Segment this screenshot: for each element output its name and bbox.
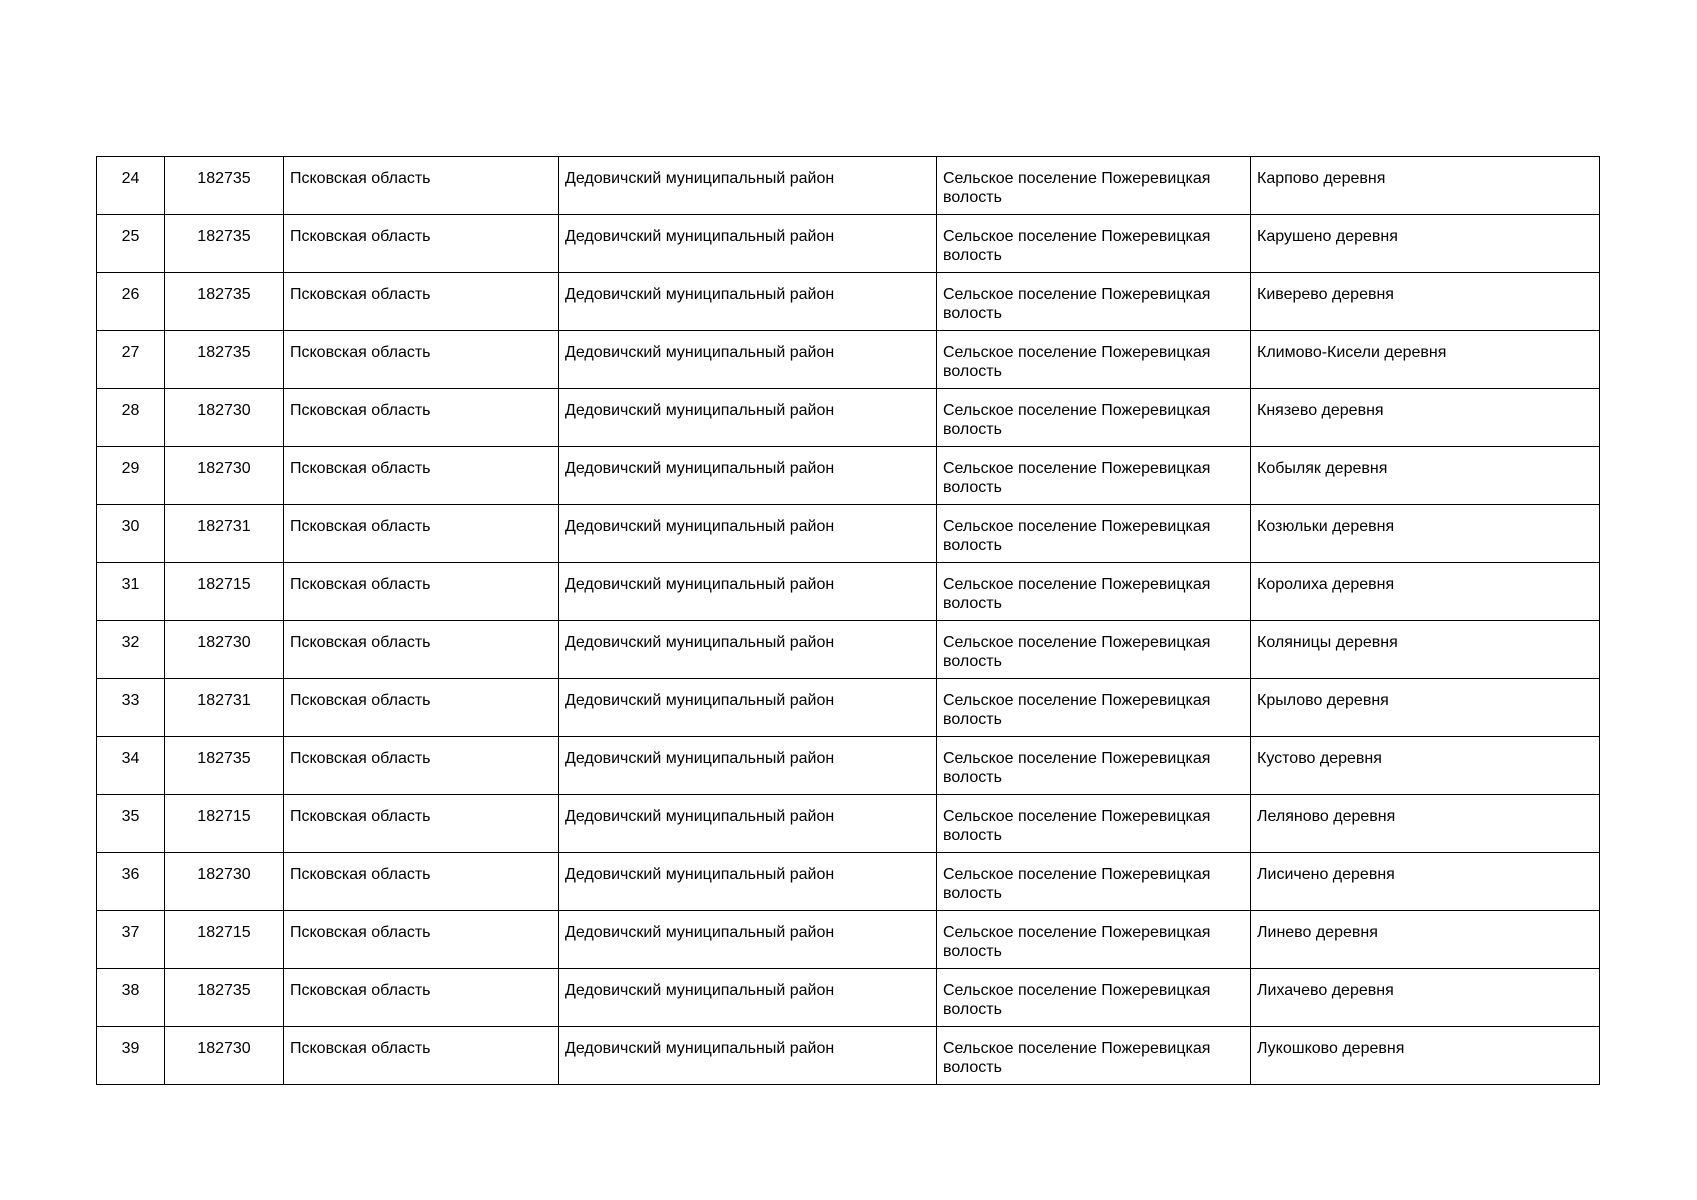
locality: Кобыляк деревня [1251, 447, 1600, 505]
region: Псковская область [284, 679, 559, 737]
region: Псковская область [284, 737, 559, 795]
settlement: Сельское поселение Пожеревицкая волость [937, 331, 1251, 389]
region: Псковская область [284, 447, 559, 505]
region: Псковская область [284, 853, 559, 911]
row-number: 35 [97, 795, 165, 853]
postal-index: 182730 [165, 621, 284, 679]
row-number: 38 [97, 969, 165, 1027]
district: Дедовичский муниципальный район [559, 273, 937, 331]
locality: Лукошково деревня [1251, 1027, 1600, 1085]
postal-index: 182735 [165, 969, 284, 1027]
settlement: Сельское поселение Пожеревицкая волость [937, 795, 1251, 853]
locality: Коляницы деревня [1251, 621, 1600, 679]
region: Псковская область [284, 621, 559, 679]
postal-index: 182731 [165, 505, 284, 563]
settlement: Сельское поселение Пожеревицкая волость [937, 853, 1251, 911]
settlement: Сельское поселение Пожеревицкая волость [937, 621, 1251, 679]
table-row [97, 389, 1600, 447]
settlement: Сельское поселение Пожеревицкая волость [937, 447, 1251, 505]
locality: Карушено деревня [1251, 215, 1600, 273]
district: Дедовичский муниципальный район [559, 215, 937, 273]
district: Дедовичский муниципальный район [559, 679, 937, 737]
locality: Королиха деревня [1251, 563, 1600, 621]
row-number: 39 [97, 1027, 165, 1085]
table-row [97, 273, 1600, 331]
row-number: 37 [97, 911, 165, 969]
postal-index: 182731 [165, 679, 284, 737]
row-number: 32 [97, 621, 165, 679]
postal-index: 182730 [165, 389, 284, 447]
district: Дедовичский муниципальный район [559, 331, 937, 389]
table-row [97, 737, 1600, 795]
postal-index: 182715 [165, 911, 284, 969]
settlement: Сельское поселение Пожеревицкая волость [937, 1027, 1251, 1085]
row-number: 36 [97, 853, 165, 911]
table-row [97, 215, 1600, 273]
row-number: 26 [97, 273, 165, 331]
postal-index: 182735 [165, 157, 284, 215]
table-row [97, 853, 1600, 911]
locality: Леляново деревня [1251, 795, 1600, 853]
settlement: Сельское поселение Пожеревицкая волость [937, 157, 1251, 215]
district: Дедовичский муниципальный район [559, 795, 937, 853]
row-number: 27 [97, 331, 165, 389]
row-number: 34 [97, 737, 165, 795]
locality: Карпово деревня [1251, 157, 1600, 215]
settlement: Сельское поселение Пожеревицкая волость [937, 273, 1251, 331]
table-row [97, 911, 1600, 969]
locality: Лисичено деревня [1251, 853, 1600, 911]
postal-index: 182730 [165, 1027, 284, 1085]
postal-index: 182735 [165, 737, 284, 795]
row-number: 31 [97, 563, 165, 621]
district: Дедовичский муниципальный район [559, 157, 937, 215]
settlement: Сельское поселение Пожеревицкая волость [937, 969, 1251, 1027]
table-row [97, 1027, 1600, 1085]
settlement: Сельское поселение Пожеревицкая волость [937, 389, 1251, 447]
postal-index: 182735 [165, 273, 284, 331]
district: Дедовичский муниципальный район [559, 969, 937, 1027]
table-row [97, 621, 1600, 679]
postal-index: 182715 [165, 563, 284, 621]
district: Дедовичский муниципальный район [559, 911, 937, 969]
region: Псковская область [284, 389, 559, 447]
locality: Кустово деревня [1251, 737, 1600, 795]
region: Псковская область [284, 1027, 559, 1085]
region: Псковская область [284, 505, 559, 563]
district: Дедовичский муниципальный район [559, 853, 937, 911]
district: Дедовичский муниципальный район [559, 1027, 937, 1085]
district: Дедовичский муниципальный район [559, 447, 937, 505]
row-number: 30 [97, 505, 165, 563]
region: Псковская область [284, 157, 559, 215]
district: Дедовичский муниципальный район [559, 389, 937, 447]
settlement: Сельское поселение Пожеревицкая волость [937, 215, 1251, 273]
locality: Линево деревня [1251, 911, 1600, 969]
settlement: Сельское поселение Пожеревицкая волость [937, 563, 1251, 621]
postal-index: 182715 [165, 795, 284, 853]
row-number: 28 [97, 389, 165, 447]
district: Дедовичский муниципальный район [559, 563, 937, 621]
row-number: 29 [97, 447, 165, 505]
locality: Климово-Кисели деревня [1251, 331, 1600, 389]
region: Псковская область [284, 273, 559, 331]
table-row [97, 795, 1600, 853]
region: Псковская область [284, 911, 559, 969]
settlement: Сельское поселение Пожеревицкая волость [937, 679, 1251, 737]
locality: Князево деревня [1251, 389, 1600, 447]
settlement: Сельское поселение Пожеревицкая волость [937, 911, 1251, 969]
settlements-table [96, 156, 1600, 1085]
region: Псковская область [284, 969, 559, 1027]
region: Псковская область [284, 215, 559, 273]
postal-index: 182730 [165, 447, 284, 505]
table-row [97, 331, 1600, 389]
postal-index: 182735 [165, 331, 284, 389]
postal-index: 182735 [165, 215, 284, 273]
table-body [97, 157, 1600, 1085]
district: Дедовичский муниципальный район [559, 737, 937, 795]
locality: Козюльки деревня [1251, 505, 1600, 563]
locality: Лихачево деревня [1251, 969, 1600, 1027]
region: Псковская область [284, 563, 559, 621]
row-number: 24 [97, 157, 165, 215]
locality: Крылово деревня [1251, 679, 1600, 737]
settlement: Сельское поселение Пожеревицкая волость [937, 737, 1251, 795]
region: Псковская область [284, 331, 559, 389]
table-row [97, 969, 1600, 1027]
table-row [97, 505, 1600, 563]
row-number: 33 [97, 679, 165, 737]
table-row [97, 447, 1600, 505]
district: Дедовичский муниципальный район [559, 621, 937, 679]
region: Псковская область [284, 795, 559, 853]
row-number: 25 [97, 215, 165, 273]
table-row [97, 679, 1600, 737]
settlement: Сельское поселение Пожеревицкая волость [937, 505, 1251, 563]
table-row [97, 157, 1600, 215]
district: Дедовичский муниципальный район [559, 505, 937, 563]
postal-index: 182730 [165, 853, 284, 911]
table-row [97, 563, 1600, 621]
locality: Киверево деревня [1251, 273, 1600, 331]
